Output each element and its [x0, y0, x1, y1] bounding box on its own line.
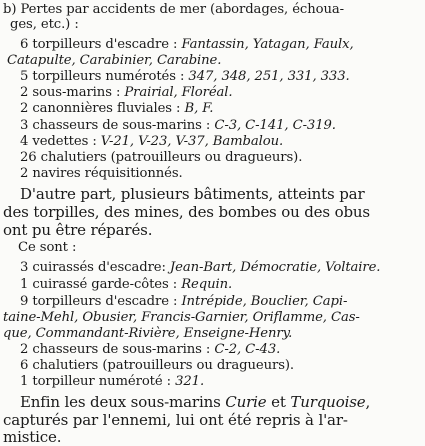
- text-line: [3, 326, 292, 342]
- text-line: [3, 310, 360, 326]
- text-line: [20, 118, 336, 134]
- italic-text: que, Commandant-Rivière, Enseigne-Henry.: [3, 326, 293, 341]
- text-run: 2 sous-marins :: [20, 85, 125, 100]
- text-line: [18, 240, 76, 256]
- text-line: [20, 101, 213, 117]
- text-line: [20, 69, 350, 85]
- text-run: Enfin les deux sous-marins: [20, 393, 226, 411]
- italic-text: V-21, V-23, V-37, Bambalou.: [100, 134, 284, 149]
- text-run: 1 cuirassé garde-côtes :: [20, 277, 182, 292]
- text-run: 1 torpilleur numéroté :: [20, 374, 176, 389]
- italic-text: Catapulte, Carabinier, Carabine.: [7, 53, 222, 68]
- italic-text: 347, 348, 251, 331, 333.: [188, 69, 350, 84]
- text-run: mistice.: [3, 428, 62, 446]
- text-line: [20, 342, 280, 358]
- text-run: ges, etc.) :: [10, 17, 79, 32]
- text-run: 6 chalutiers (patrouilleurs ou dragueurs).: [20, 358, 294, 373]
- italic-text: 321.: [175, 374, 205, 389]
- text-run: des torpilles, des mines, des bombes ou des obus: [3, 203, 370, 221]
- text-run: et: [266, 393, 291, 411]
- text-line: [20, 374, 204, 390]
- text-run: 3 cuirassés d'escadre:: [20, 260, 170, 275]
- text-run: 2 canonnières fluviales :: [20, 101, 185, 116]
- text-line: [3, 203, 370, 221]
- italic-text: Turquoise: [290, 393, 366, 411]
- italic-text: taine-Mehl, Obusier, Francis-Garnier, Oriflamme, Cas-: [3, 310, 360, 325]
- italic-text: Curie: [225, 393, 267, 411]
- text-run: D'autre part, plusieurs bâtiments, atteints par: [20, 185, 365, 203]
- text-line: [20, 294, 347, 310]
- text-line: [20, 393, 370, 411]
- text-line: [20, 358, 294, 374]
- text-run: capturés par l'ennemi, lui ont été repris à l'ar-: [3, 411, 348, 429]
- text-run: 4 vedettes :: [20, 134, 101, 149]
- italic-text: C-3, C-141, C-319.: [214, 118, 336, 133]
- text-line: [20, 37, 354, 53]
- text-line: [3, 221, 152, 239]
- text-line: [20, 85, 233, 101]
- italic-text: Requin.: [181, 277, 233, 292]
- text-run: 2 navires réquisitionnés.: [20, 166, 183, 181]
- text-run: 6 torpilleurs d'escadre :: [20, 37, 182, 52]
- italic-text: Jean-Bart, Démocratie, Voltaire.: [169, 260, 381, 275]
- text-line: [20, 150, 302, 166]
- italic-text: Intrépide, Bouclier, Capi-: [181, 294, 348, 309]
- text-line: [20, 166, 183, 182]
- text-line: [3, 411, 348, 429]
- text-run: ,: [365, 393, 371, 411]
- text-run: 5 torpilleurs numérotés :: [20, 69, 189, 84]
- text-line: [20, 134, 283, 150]
- italic-text: B, F.: [184, 101, 214, 116]
- text-run: 9 torpilleurs d'escadre :: [20, 294, 182, 309]
- text-run: 3 chasseurs de sous-marins :: [20, 118, 215, 133]
- text-run: 26 chalutiers (patrouilleurs ou dragueurs).: [20, 150, 303, 165]
- text-line: [20, 277, 232, 293]
- text-run: ont pu être réparés.: [3, 221, 153, 239]
- italic-text: Fantassin, Yatagan, Faulx,: [181, 37, 354, 52]
- text-line: [10, 17, 79, 33]
- italic-text: C-2, C-43.: [214, 342, 281, 357]
- text-run: 2 chasseurs de sous-marins :: [20, 342, 215, 357]
- text-line: [3, 2, 344, 18]
- text-line: [20, 260, 380, 276]
- text-run: Ce sont :: [18, 240, 77, 255]
- text-line: [7, 53, 221, 69]
- text-line: [20, 185, 365, 203]
- text-line: [3, 428, 61, 446]
- italic-text: Prairial, Floréal.: [124, 85, 233, 100]
- text-run: b) Pertes par accidents de mer (abordages, échoua-: [3, 2, 344, 17]
